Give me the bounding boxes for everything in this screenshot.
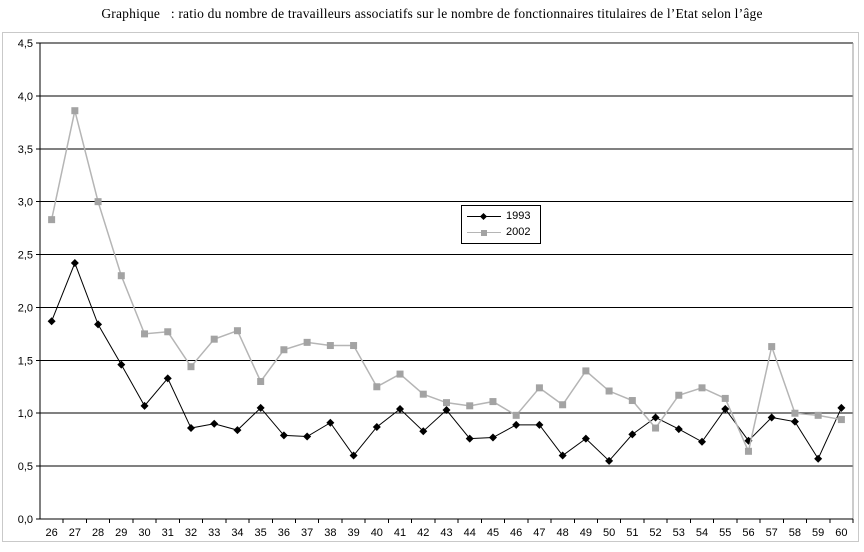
data-point-2002: [211, 336, 218, 343]
x-axis-tick-label: 32: [184, 527, 198, 539]
data-point-2002: [629, 397, 636, 404]
data-point-2002: [304, 339, 311, 346]
series-1993: [48, 259, 846, 465]
y-axis-tick-label: 0,5: [17, 461, 33, 474]
x-axis-tick-label: 46: [510, 527, 523, 539]
series-2002: [48, 107, 845, 455]
data-point-1993: [512, 421, 520, 429]
data-point-2002: [675, 392, 682, 399]
data-point-1993: [652, 413, 660, 421]
y-axis-tick-label: 3,0: [17, 196, 33, 209]
y-axis-tick-label: 1,0: [17, 408, 33, 421]
x-axis-tick-label: 52: [649, 527, 662, 539]
data-point-2002: [420, 391, 427, 398]
legend: [461, 205, 541, 244]
data-point-2002: [397, 371, 404, 378]
data-point-2002: [280, 346, 287, 353]
data-point-2002: [118, 272, 125, 279]
data-point-2002: [164, 328, 171, 335]
x-axis-tick-label: 51: [626, 527, 639, 539]
data-point-2002: [559, 401, 566, 408]
data-point-1993: [326, 419, 334, 427]
data-point-1993: [535, 421, 543, 429]
square-marker-icon: [481, 230, 487, 236]
data-point-2002: [373, 383, 380, 390]
data-point-1993: [489, 434, 497, 442]
data-point-1993: [117, 361, 125, 369]
x-axis-tick-label: 56: [742, 527, 755, 539]
data-point-2002: [48, 216, 55, 223]
data-point-2002: [699, 384, 706, 391]
data-point-1993: [559, 452, 567, 460]
data-point-2002: [582, 367, 589, 374]
data-point-2002: [791, 410, 798, 417]
x-axis-tick-label: 40: [370, 527, 383, 539]
x-axis-tick-label: 45: [486, 527, 500, 539]
data-point-1993: [791, 418, 799, 426]
y-axis-tick-label: 1,5: [17, 355, 33, 368]
x-axis-tick-label: 42: [417, 527, 430, 539]
data-point-2002: [815, 412, 822, 419]
x-axis-tick-label: 28: [91, 527, 105, 539]
data-point-1993: [94, 320, 102, 328]
x-axis-tick-label: 58: [788, 527, 802, 539]
series-line-1993: [52, 263, 842, 461]
x-axis-tick-label: 60: [835, 527, 848, 539]
x-axis-tick-label: 38: [324, 527, 337, 539]
diamond-marker-icon: [480, 213, 487, 220]
x-axis-tick-label: 54: [695, 527, 709, 539]
x-axis-tick-label: 39: [347, 527, 360, 539]
x-axis-tick-label: 55: [719, 527, 732, 539]
data-point-2002: [652, 425, 659, 432]
data-point-2002: [838, 416, 845, 423]
x-axis-tick-label: 43: [440, 527, 453, 539]
data-point-2002: [489, 398, 496, 405]
x-axis-tick-label: 34: [231, 527, 244, 539]
data-point-1993: [814, 455, 822, 463]
legend-sample-1993: [467, 212, 501, 221]
data-point-1993: [303, 432, 311, 440]
data-point-2002: [722, 395, 729, 402]
data-point-2002: [257, 378, 264, 385]
data-point-2002: [141, 330, 148, 337]
y-axis-tick-label: 0,0: [17, 514, 33, 526]
data-point-1993: [837, 404, 845, 412]
data-point-2002: [327, 342, 334, 349]
data-point-2002: [768, 343, 775, 350]
x-axis-tick-label: 53: [672, 527, 685, 539]
x-axis-tick-label: 31: [161, 527, 174, 539]
axes: [18, 38, 853, 539]
data-point-2002: [350, 342, 357, 349]
legend-item-2002: [467, 225, 535, 240]
gridlines: [40, 43, 853, 519]
x-axis-tick-label: 48: [556, 527, 569, 539]
y-axis-tick-label: 2,5: [17, 249, 33, 262]
x-axis-tick-label: 50: [602, 527, 616, 539]
data-point-2002: [95, 198, 102, 205]
data-point-2002: [234, 327, 241, 334]
data-point-1993: [48, 317, 56, 325]
y-axis-tick-label: 4,5: [17, 38, 33, 50]
x-axis-tick-label: 35: [254, 527, 267, 539]
data-point-1993: [675, 425, 683, 433]
chart-title: Graphique : ratio du nombre de travailleurs associatifs sur le nombre de fonctionnaires titulaires de l’Etat selon l’âge: [101, 6, 763, 21]
x-axis-tick-label: 59: [812, 527, 825, 539]
legend-label-2002: 2002: [506, 226, 531, 239]
data-point-1993: [210, 420, 218, 428]
data-point-2002: [187, 363, 194, 370]
x-axis-tick-label: 29: [115, 527, 128, 539]
legend-sample-2002: [467, 228, 501, 237]
x-axis-tick-label: 49: [579, 527, 592, 539]
x-axis-tick-label: 44: [463, 527, 476, 539]
x-axis-tick-label: 36: [277, 527, 291, 539]
x-axis-tick-label: 26: [45, 527, 58, 539]
data-point-2002: [536, 384, 543, 391]
data-point-1993: [187, 424, 195, 432]
data-point-1993: [71, 259, 79, 267]
data-point-2002: [513, 412, 520, 419]
legend-item-1993: [467, 209, 535, 224]
data-point-2002: [443, 399, 450, 406]
data-point-2002: [71, 107, 78, 114]
x-axis-tick-label: 57: [765, 527, 778, 539]
y-axis-tick-label: 2,0: [17, 302, 33, 315]
x-axis-tick-label: 37: [301, 527, 314, 539]
data-point-2002: [745, 448, 752, 455]
data-point-2002: [606, 388, 613, 395]
x-axis-tick-label: 33: [208, 527, 221, 539]
data-point-2002: [466, 402, 473, 409]
y-axis-tick-label: 4,0: [17, 90, 33, 103]
x-axis-tick-label: 30: [138, 527, 151, 539]
y-axis-tick-label: 3,5: [17, 143, 33, 156]
x-axis-tick-label: 47: [533, 527, 546, 539]
legend-label-1993: 1993: [506, 209, 531, 222]
data-point-1993: [698, 438, 706, 446]
x-axis-tick-label: 41: [393, 527, 407, 539]
x-axis-tick-label: 27: [68, 527, 81, 539]
